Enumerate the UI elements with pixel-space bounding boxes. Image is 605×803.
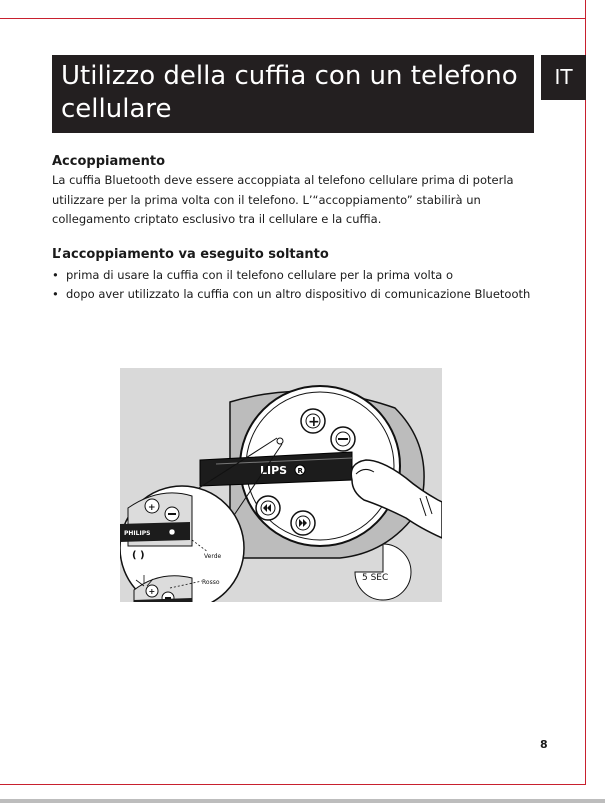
brand-label: LIPS <box>260 464 288 477</box>
registered-icon: R <box>297 467 303 475</box>
plus-icon: + <box>308 414 320 430</box>
minus-icon <box>168 513 176 515</box>
previous-button <box>256 496 280 520</box>
page-number: 8 <box>540 738 548 751</box>
language-tab: IT <box>541 55 586 100</box>
page-bottom-strip <box>0 799 605 803</box>
volume-up-button <box>301 409 325 433</box>
pairing-conditions-list <box>52 266 592 304</box>
list-item <box>52 285 592 304</box>
volume-down-button <box>331 427 355 451</box>
minus-icon <box>338 438 348 440</box>
page-title: Utilizzo della cuffia con un telefono cellulare <box>61 61 518 124</box>
pairing-illustration <box>120 368 442 602</box>
bullet-icon: • <box>52 268 59 282</box>
page-border-bottom <box>0 784 586 785</box>
list-item-text: dopo aver utilizzato la cuffia con un altro dispositivo di comunicazione Bluetooth <box>66 287 531 301</box>
plus-icon: + <box>148 587 156 596</box>
next-button <box>291 511 315 535</box>
section-heading-when: L’accoppiamento va eseguito soltanto <box>52 247 329 262</box>
page-border-right <box>585 0 586 785</box>
timer-label: 5 SEC <box>362 573 389 583</box>
red-led-label: Rosso <box>202 579 220 586</box>
bullet-icon: • <box>52 287 59 301</box>
brand-logo-icon <box>169 529 175 535</box>
brand-label-small: PHILIPS <box>124 530 151 537</box>
plus-icon: + <box>148 503 156 513</box>
list-item <box>52 266 592 285</box>
section-heading-pairing: Accoppiamento <box>52 154 166 169</box>
page-border-top <box>0 18 586 19</box>
led-indicator <box>277 438 283 444</box>
pairing-paragraph: La cuffia Bluetooth deve essere accoppiata al telefono cellulare prima di poterla utilizzare per la prima volta con il telefono. L’“accoppiamento” stabilirà un collegamento criptato esclusivo tra il cellulare e la cuffia. <box>52 173 514 226</box>
led-blink-icon: ( ) <box>132 550 145 561</box>
minus-icon <box>165 597 171 599</box>
list-item-text: prima di usare la cuffia con il telefono cellulare per la prima volta o <box>66 268 454 282</box>
green-led-label: Verde <box>204 553 222 560</box>
